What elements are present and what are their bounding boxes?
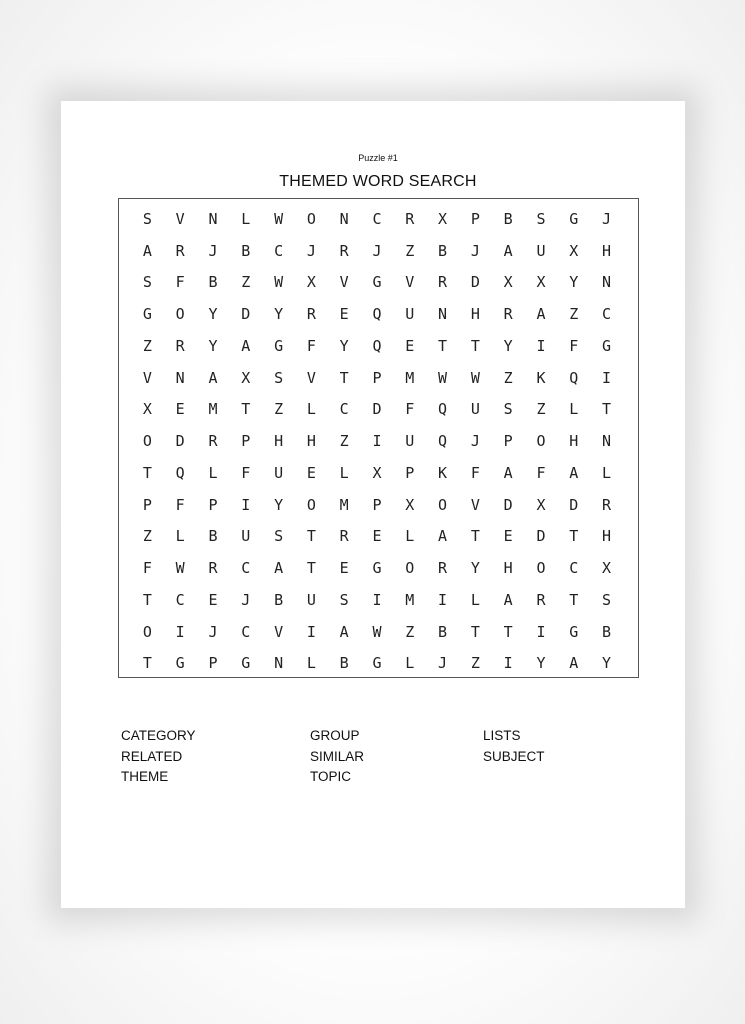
grid-letter: X bbox=[142, 400, 152, 419]
grid-letter: I bbox=[438, 590, 448, 609]
grid-letter: I bbox=[372, 432, 382, 451]
word-list-item: THEME bbox=[121, 769, 169, 784]
grid-letter: F bbox=[142, 559, 152, 578]
grid-letter: G bbox=[372, 654, 382, 673]
grid-letter: R bbox=[438, 273, 448, 292]
grid-letter: Z bbox=[536, 400, 546, 419]
word-list-item: RELATED bbox=[121, 748, 183, 764]
grid-letter: D bbox=[503, 495, 513, 514]
grid-letter: E bbox=[306, 463, 316, 482]
grid-letter: T bbox=[142, 463, 152, 482]
puzzle-title: THEMED WORD SEARCH bbox=[279, 173, 477, 190]
grid-letter: Z bbox=[339, 432, 349, 451]
grid-letter: M bbox=[405, 368, 415, 387]
grid-letter: R bbox=[175, 336, 185, 355]
grid-letter: P bbox=[503, 432, 513, 451]
grid-letter: T bbox=[142, 590, 152, 609]
grid-letter: P bbox=[372, 495, 382, 514]
grid-letter: G bbox=[142, 305, 152, 324]
grid-letter: X bbox=[503, 273, 513, 292]
grid-letter: L bbox=[306, 654, 316, 673]
grid-letter: T bbox=[602, 400, 612, 419]
grid-letter: A bbox=[536, 305, 546, 324]
grid-letter: A bbox=[503, 463, 513, 482]
grid-letter: Z bbox=[274, 400, 284, 419]
grid-letter: G bbox=[274, 336, 284, 355]
grid-letter: V bbox=[306, 368, 316, 387]
grid-letter: H bbox=[470, 305, 480, 324]
grid-letter: Q bbox=[438, 432, 448, 451]
grid-letter: C bbox=[569, 559, 579, 578]
grid-letter: R bbox=[339, 241, 349, 260]
grid-letter: F bbox=[470, 463, 480, 482]
grid-letter: A bbox=[339, 622, 349, 641]
grid-letter: P bbox=[470, 209, 480, 228]
grid-letter: N bbox=[339, 209, 349, 228]
grid-letter: F bbox=[175, 495, 185, 514]
grid-letter: E bbox=[503, 527, 513, 546]
grid-letter: V bbox=[470, 495, 480, 514]
grid-letter: J bbox=[241, 590, 251, 609]
grid-letter: J bbox=[470, 432, 480, 451]
grid-letter: U bbox=[470, 400, 480, 419]
grid-letter: J bbox=[438, 654, 448, 673]
grid-letter: L bbox=[339, 463, 349, 482]
grid-letter: C bbox=[175, 590, 185, 609]
grid-letter: U bbox=[536, 241, 546, 260]
grid-letter: T bbox=[306, 527, 316, 546]
grid-letter: L bbox=[470, 590, 480, 609]
grid-letter: K bbox=[536, 368, 546, 387]
grid-letter: T bbox=[569, 590, 579, 609]
grid-letter: I bbox=[536, 336, 546, 355]
word-list-item: TOPIC bbox=[310, 769, 352, 784]
grid-letter: U bbox=[241, 527, 251, 546]
grid-letter: H bbox=[306, 432, 316, 451]
grid-letter: O bbox=[536, 559, 546, 578]
word-list-item: LISTS bbox=[483, 728, 521, 743]
grid-letter: F bbox=[175, 273, 185, 292]
grid-letter: O bbox=[536, 432, 546, 451]
grid-letter: N bbox=[274, 654, 284, 673]
grid-letter: R bbox=[405, 209, 415, 228]
grid-letter: X bbox=[372, 463, 382, 482]
grid-letter: V bbox=[142, 368, 152, 387]
grid-letter: R bbox=[306, 305, 316, 324]
grid-letter: T bbox=[241, 400, 251, 419]
grid-letter: U bbox=[405, 432, 415, 451]
grid-letter: P bbox=[241, 432, 251, 451]
grid-letter: J bbox=[208, 622, 218, 641]
grid-letter: R bbox=[175, 241, 185, 260]
grid-letter: G bbox=[569, 209, 579, 228]
grid-letter: A bbox=[503, 241, 513, 260]
grid-letter: R bbox=[208, 559, 218, 578]
grid-letter: Z bbox=[569, 305, 579, 324]
grid-letter: D bbox=[470, 273, 480, 292]
grid-letter: X bbox=[405, 495, 415, 514]
puzzle-number: Puzzle #1 bbox=[358, 153, 398, 163]
grid-letter: X bbox=[536, 495, 546, 514]
grid-letter: B bbox=[602, 622, 612, 641]
grid-letter: Z bbox=[142, 527, 152, 546]
grid-letter: D bbox=[536, 527, 546, 546]
grid-letter: N bbox=[602, 273, 612, 292]
grid-letter: S bbox=[142, 209, 152, 228]
grid-letter: B bbox=[208, 273, 218, 292]
grid-letter: P bbox=[142, 495, 152, 514]
grid-letter: F bbox=[569, 336, 579, 355]
grid-letter: Q bbox=[372, 336, 382, 355]
grid-letter: I bbox=[175, 622, 185, 641]
grid-letter: V bbox=[405, 273, 415, 292]
grid-letter: O bbox=[438, 495, 448, 514]
grid-letter: T bbox=[470, 336, 480, 355]
grid-letter: B bbox=[503, 209, 513, 228]
grid-letter: S bbox=[274, 368, 284, 387]
grid-letter: T bbox=[142, 654, 152, 673]
grid-letter: P bbox=[208, 654, 218, 673]
grid-letter: Z bbox=[142, 336, 152, 355]
grid-letter: O bbox=[405, 559, 415, 578]
grid-letter: R bbox=[438, 559, 448, 578]
grid-letter: G bbox=[372, 559, 382, 578]
grid-letter: P bbox=[372, 368, 382, 387]
grid-letter: N bbox=[175, 368, 185, 387]
grid-letter: I bbox=[602, 368, 612, 387]
grid-letter: D bbox=[175, 432, 185, 451]
grid-letter: M bbox=[405, 590, 415, 609]
grid-letter: H bbox=[602, 241, 612, 260]
grid-letter: E bbox=[339, 305, 349, 324]
grid-letter: Z bbox=[503, 368, 513, 387]
grid-letter: F bbox=[306, 336, 316, 355]
grid-letter: N bbox=[208, 209, 218, 228]
grid-letter: A bbox=[438, 527, 448, 546]
grid-letter: Y bbox=[274, 495, 284, 514]
word-list-item: GROUP bbox=[310, 728, 360, 743]
grid-letter: A bbox=[241, 336, 251, 355]
grid-letter: L bbox=[241, 209, 251, 228]
grid-letter: W bbox=[175, 559, 185, 578]
grid-letter: Q bbox=[569, 368, 579, 387]
grid-letter: G bbox=[175, 654, 185, 673]
grid-letter: A bbox=[569, 654, 579, 673]
grid-letter: O bbox=[306, 209, 316, 228]
grid-letter: P bbox=[405, 463, 415, 482]
grid-letter: Y bbox=[208, 336, 218, 355]
grid-letter: I bbox=[536, 622, 546, 641]
grid-letter: A bbox=[569, 463, 579, 482]
grid-letter: A bbox=[142, 241, 152, 260]
grid-letter: W bbox=[372, 622, 382, 641]
grid-letter: R bbox=[602, 495, 612, 514]
grid-letter: C bbox=[241, 622, 251, 641]
grid-letter: W bbox=[470, 368, 480, 387]
grid-letter: B bbox=[274, 590, 284, 609]
grid-letter: W bbox=[274, 209, 284, 228]
grid-letter: L bbox=[405, 527, 415, 546]
puzzle-page bbox=[61, 101, 685, 908]
grid-letter: S bbox=[274, 527, 284, 546]
grid-letter: Z bbox=[241, 273, 251, 292]
grid-letter: Y bbox=[208, 305, 218, 324]
grid-letter: E bbox=[208, 590, 218, 609]
grid-letter: S bbox=[142, 273, 152, 292]
grid-letter: E bbox=[405, 336, 415, 355]
grid-letter: L bbox=[208, 463, 218, 482]
letter-grid bbox=[118, 198, 639, 678]
grid-letter: Y bbox=[569, 273, 579, 292]
grid-letter: L bbox=[569, 400, 579, 419]
word-list-item: SIMILAR bbox=[310, 748, 365, 764]
word-list-item: SUBJECT bbox=[483, 748, 545, 764]
grid-letter: G bbox=[241, 654, 251, 673]
grid-letter: G bbox=[602, 336, 612, 355]
grid-letter: Y bbox=[274, 305, 284, 324]
grid-letter: G bbox=[372, 273, 382, 292]
grid-letter: O bbox=[306, 495, 316, 514]
grid-letter: A bbox=[208, 368, 218, 387]
grid-letter: R bbox=[536, 590, 546, 609]
grid-letter: E bbox=[339, 559, 349, 578]
grid-letter: T bbox=[438, 336, 448, 355]
grid-letter: H bbox=[569, 432, 579, 451]
word-list-item: CATEGORY bbox=[121, 728, 196, 743]
grid-letter: B bbox=[339, 654, 349, 673]
grid-letter: K bbox=[438, 463, 448, 482]
grid-letter: R bbox=[503, 305, 513, 324]
grid-letter: M bbox=[208, 400, 218, 419]
grid-letter: J bbox=[306, 241, 316, 260]
grid-letter: T bbox=[569, 527, 579, 546]
grid-letter: C bbox=[602, 305, 612, 324]
grid-letter: O bbox=[142, 432, 152, 451]
grid-letter: I bbox=[372, 590, 382, 609]
grid-letter: V bbox=[175, 209, 185, 228]
grid-letter: S bbox=[503, 400, 513, 419]
grid-letter: L bbox=[306, 400, 316, 419]
grid-letter: X bbox=[569, 241, 579, 260]
grid-letter: A bbox=[503, 590, 513, 609]
grid-letter: E bbox=[372, 527, 382, 546]
grid-letter: F bbox=[536, 463, 546, 482]
grid-letter: I bbox=[503, 654, 513, 673]
grid-letter: W bbox=[438, 368, 448, 387]
grid-letter: C bbox=[339, 400, 349, 419]
word-list bbox=[121, 728, 641, 798]
grid-letter: O bbox=[142, 622, 152, 641]
grid-letter: J bbox=[208, 241, 218, 260]
grid-letter: U bbox=[306, 590, 316, 609]
grid-letter: C bbox=[274, 241, 284, 260]
grid-letter: E bbox=[175, 400, 185, 419]
grid-letter: D bbox=[569, 495, 579, 514]
grid-letter: V bbox=[274, 622, 284, 641]
grid-letter: S bbox=[536, 209, 546, 228]
grid-letter: Z bbox=[405, 241, 415, 260]
grid-letter: T bbox=[470, 622, 480, 641]
grid-letter: H bbox=[503, 559, 513, 578]
grid-letter: L bbox=[602, 463, 612, 482]
grid-letter: Y bbox=[602, 654, 612, 673]
grid-letter: C bbox=[241, 559, 251, 578]
grid-letter: R bbox=[339, 527, 349, 546]
grid-letter: M bbox=[339, 495, 349, 514]
grid-letter: A bbox=[274, 559, 284, 578]
grid-letter: B bbox=[208, 527, 218, 546]
grid-letter: Y bbox=[536, 654, 546, 673]
grid-letter: N bbox=[438, 305, 448, 324]
grid-letter: H bbox=[602, 527, 612, 546]
grid-letter: C bbox=[372, 209, 382, 228]
grid-letter: Y bbox=[503, 336, 513, 355]
grid-letter: G bbox=[569, 622, 579, 641]
grid-letter: Z bbox=[405, 622, 415, 641]
grid-letter: T bbox=[339, 368, 349, 387]
grid-letter: W bbox=[274, 273, 284, 292]
grid-letter: F bbox=[405, 400, 415, 419]
grid-letter: I bbox=[241, 495, 251, 514]
grid-letter: Q bbox=[372, 305, 382, 324]
grid-letter: J bbox=[602, 209, 612, 228]
grid-letter: D bbox=[372, 400, 382, 419]
grid-letter: Y bbox=[339, 336, 349, 355]
grid-letter: B bbox=[438, 241, 448, 260]
grid-letter: F bbox=[241, 463, 251, 482]
grid-letter: U bbox=[405, 305, 415, 324]
grid-letter: X bbox=[306, 273, 316, 292]
grid-letter: B bbox=[438, 622, 448, 641]
grid-letter: J bbox=[470, 241, 480, 260]
grid-letter: X bbox=[241, 368, 251, 387]
grid-letter: Q bbox=[438, 400, 448, 419]
grid-letter: V bbox=[339, 273, 349, 292]
grid-letter: X bbox=[602, 559, 612, 578]
grid-letter: Y bbox=[470, 559, 480, 578]
grid-letter: H bbox=[274, 432, 284, 451]
grid-letter: S bbox=[339, 590, 349, 609]
grid-letter: S bbox=[602, 590, 612, 609]
grid-letter: L bbox=[405, 654, 415, 673]
grid-letter: Q bbox=[175, 463, 185, 482]
grid-letter: Z bbox=[470, 654, 480, 673]
grid-letter: N bbox=[602, 432, 612, 451]
grid-letter: X bbox=[536, 273, 546, 292]
grid-letter: B bbox=[241, 241, 251, 260]
grid-letter: T bbox=[503, 622, 513, 641]
grid-letter: L bbox=[175, 527, 185, 546]
grid-letter: R bbox=[208, 432, 218, 451]
grid-letter: P bbox=[208, 495, 218, 514]
grid-letter: I bbox=[306, 622, 316, 641]
grid-letter: X bbox=[438, 209, 448, 228]
grid-letter: T bbox=[470, 527, 480, 546]
grid-letter: D bbox=[241, 305, 251, 324]
grid-letter: J bbox=[372, 241, 382, 260]
grid-letter: U bbox=[274, 463, 284, 482]
grid-letter: O bbox=[175, 305, 185, 324]
grid-letter: T bbox=[306, 559, 316, 578]
